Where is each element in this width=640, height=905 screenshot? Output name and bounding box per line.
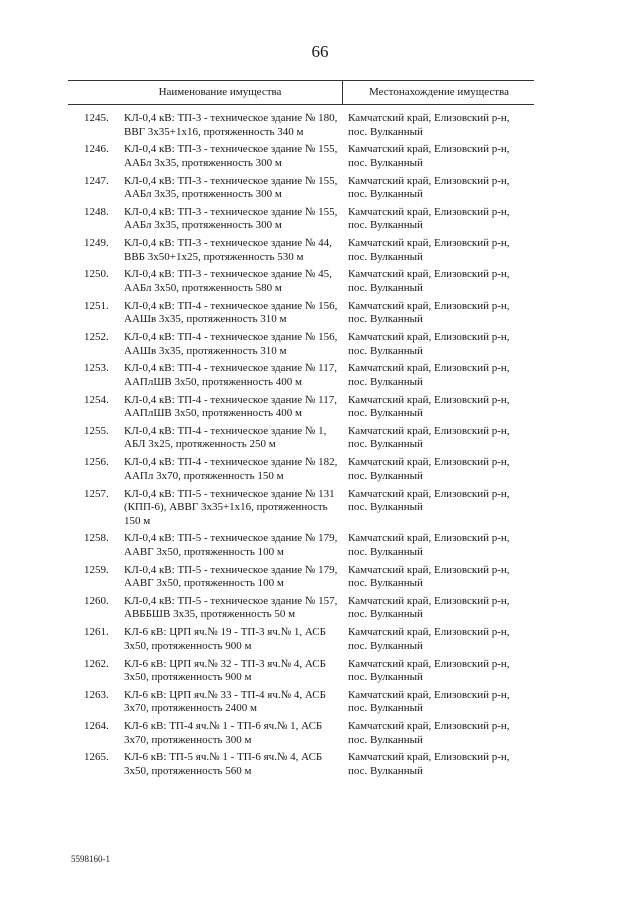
property-location-line: Камчатский край, Елизовский р-н, xyxy=(348,424,510,437)
header-name-column: Наименование имущества xyxy=(158,86,282,98)
property-name xyxy=(124,206,344,233)
row-number: 1263. xyxy=(84,688,109,701)
property-location-line: Камчатский край, Елизовский р-н, xyxy=(348,688,510,701)
property-name xyxy=(124,394,344,421)
row-number: 1253. xyxy=(84,362,109,375)
table-row xyxy=(0,456,640,483)
property-name xyxy=(124,425,344,452)
property-name xyxy=(124,751,344,778)
property-name-line: КЛ-0,4 кВ: ТП-3 - техническое здание № 155, xyxy=(124,174,338,187)
property-location-line: пос. Вулканный xyxy=(348,577,423,590)
property-name-line: КЛ-0,4 кВ: ТП-5 - техническое здание № 131 xyxy=(124,487,335,500)
property-location-line: пос. Вулканный xyxy=(348,250,423,263)
property-location-line: Камчатский край, Елизовский р-н, xyxy=(348,331,510,344)
property-name xyxy=(124,362,344,389)
property-name-line: 3х70, протяженность 2400 м xyxy=(124,702,258,715)
property-location-line: пос. Вулканный xyxy=(348,608,423,621)
property-name-line: ААБл 3х50, протяженность 580 м xyxy=(124,281,282,294)
property-location-line: пос. Вулканный xyxy=(348,639,423,652)
property-location-line: Камчатский край, Елизовский р-н, xyxy=(348,362,510,375)
property-name-line: КЛ-0,4 кВ: ТП-3 - техническое здание № 155, xyxy=(124,205,338,218)
property-location xyxy=(348,143,548,170)
document-code: 5598160-1 xyxy=(71,854,110,864)
table-row xyxy=(0,595,640,622)
table-row xyxy=(0,143,640,170)
property-name xyxy=(124,720,344,747)
property-name-line: КЛ-0,4 кВ: ТП-5 - техническое здание № 179, xyxy=(124,532,338,545)
row-number: 1247. xyxy=(84,174,109,187)
page-number: 66 xyxy=(311,42,329,61)
property-name-line: КЛ-6 кВ: ЦРП яч.№ 32 - ТП-3 яч.№ 4, АСБ xyxy=(124,657,326,670)
property-name-line: АБЛ 3х25, протяженность 250 м xyxy=(124,438,276,451)
property-location-line: пос. Вулканный xyxy=(348,313,423,326)
property-location-line: пос. Вулканный xyxy=(348,733,423,746)
property-location-line: пос. Вулканный xyxy=(348,407,423,420)
property-name-line: 150 м xyxy=(124,514,151,527)
property-name-line: ААБл 3х35, протяженность 300 м xyxy=(124,188,282,201)
property-name-line: КЛ-0,4 кВ: ТП-4 - техническое здание № 1, xyxy=(124,424,327,437)
property-name-line: КЛ-0,4 кВ: ТП-4 - техническое здание № 117, xyxy=(124,362,337,375)
property-name xyxy=(124,626,344,653)
property-location-line: Камчатский край, Елизовский р-н, xyxy=(348,393,510,406)
table-row xyxy=(0,689,640,716)
row-number: 1257. xyxy=(84,487,109,500)
property-location-line: пос. Вулканный xyxy=(348,375,423,388)
property-location-line: Камчатский край, Елизовский р-н, xyxy=(348,205,510,218)
property-location xyxy=(348,425,548,452)
header-bottom-rule xyxy=(68,104,534,105)
property-name-line: КЛ-0,4 кВ: ТП-3 - техническое здание № 45, xyxy=(124,268,332,281)
property-location-line: Камчатский край, Елизовский р-н, xyxy=(348,751,510,764)
property-location-line: Камчатский край, Елизовский р-н, xyxy=(348,112,510,124)
property-list xyxy=(0,112,640,783)
property-location-line: Камчатский край, Елизовский р-н, xyxy=(348,268,510,281)
property-location xyxy=(348,689,548,716)
property-location-line: пос. Вулканный xyxy=(348,702,423,715)
property-location-line: Камчатский край, Елизовский р-н, xyxy=(348,456,510,469)
property-name xyxy=(124,456,344,483)
property-location-line: Камчатский край, Елизовский р-н, xyxy=(348,299,510,312)
row-number: 1251. xyxy=(84,299,109,312)
table-row xyxy=(0,658,640,685)
table-row xyxy=(0,532,640,559)
property-name xyxy=(124,331,344,358)
property-name xyxy=(124,564,344,591)
row-number: 1246. xyxy=(84,143,109,156)
property-name-line: 3х70, протяженность 300 м xyxy=(124,733,252,746)
property-location-line: пос. Вулканный xyxy=(348,156,423,169)
property-location xyxy=(348,175,548,202)
property-location-line: пос. Вулканный xyxy=(348,501,423,514)
property-location-line: пос. Вулканный xyxy=(348,188,423,201)
table-row xyxy=(0,300,640,327)
property-name-line: ААПлШВ 3х50, протяженность 400 м xyxy=(124,375,303,388)
property-name-line: 3х50, протяженность 900 м xyxy=(124,639,252,652)
property-name-line: КЛ-6 кВ: ТП-5 яч.№ 1 - ТП-6 яч.№ 4, АСБ xyxy=(124,751,323,764)
property-name-line: КЛ-6 кВ: ЦРП яч.№ 19 - ТП-3 яч.№ 1, АСБ xyxy=(124,626,326,639)
table-row xyxy=(0,206,640,233)
property-name xyxy=(124,237,344,264)
header-top-rule xyxy=(68,80,534,81)
table-row xyxy=(0,488,640,529)
property-name-line: КЛ-0,4 кВ: ТП-5 - техническое здание № 179, xyxy=(124,563,338,576)
property-name xyxy=(124,300,344,327)
table-row xyxy=(0,564,640,591)
property-name-line: ААПл 3х70, протяженность 150 м xyxy=(124,469,284,482)
property-location xyxy=(348,112,548,139)
table-row xyxy=(0,175,640,202)
property-location-line: Камчатский край, Елизовский р-н, xyxy=(348,237,510,250)
property-name xyxy=(124,175,344,202)
property-location-line: пос. Вулканный xyxy=(348,469,423,482)
row-number: 1245. xyxy=(84,112,109,124)
property-name-line: КЛ-6 кВ: ТП-4 яч.№ 1 - ТП-6 яч.№ 1, АСБ xyxy=(124,720,323,733)
property-location-line: Камчатский край, Елизовский р-н, xyxy=(348,594,510,607)
property-name-line: КЛ-0,4 кВ: ТП-5 - техническое здание № 157, xyxy=(124,594,338,607)
property-name-line: КЛ-0,4 кВ: ТП-3 - техническое здание № 180, xyxy=(124,112,338,124)
table-row xyxy=(0,626,640,653)
property-name xyxy=(124,143,344,170)
row-number: 1262. xyxy=(84,657,109,670)
property-name-line: КЛ-0,4 кВ: ТП-4 - техническое здание № 117, xyxy=(124,393,337,406)
property-name-line: ВВГ 3х35+1х16, протяженность 340 м xyxy=(124,125,304,138)
table-row xyxy=(0,362,640,389)
table-row xyxy=(0,237,640,264)
property-name-line: ААВГ 3х50, протяженность 100 м xyxy=(124,545,284,558)
row-number: 1264. xyxy=(84,720,109,733)
property-location xyxy=(348,658,548,685)
property-name-line: ВВБ 3х50+1х25, протяженность 530 м xyxy=(124,250,304,263)
property-name xyxy=(124,658,344,685)
property-location-line: Камчатский край, Елизовский р-н, xyxy=(348,532,510,545)
property-name-line: ААВГ 3х50, протяженность 100 м xyxy=(124,577,284,590)
row-number: 1259. xyxy=(84,563,109,576)
property-location xyxy=(348,720,548,747)
property-name-line: АВББШВ 3х35, протяженность 50 м xyxy=(124,608,296,621)
property-name-line: КЛ-0,4 кВ: ТП-3 - техническое здание № 44, xyxy=(124,237,332,250)
property-location-line: Камчатский край, Елизовский р-н, xyxy=(348,563,510,576)
property-location xyxy=(348,394,548,421)
row-number: 1258. xyxy=(84,532,109,545)
property-name-line: 3х50, протяженность 560 м xyxy=(124,764,252,777)
property-location xyxy=(348,564,548,591)
property-name-line: (КПП-6), АВВГ 3х35+1х16, протяженность xyxy=(124,501,328,514)
property-location-line: пос. Вулканный xyxy=(348,344,423,357)
table-row xyxy=(0,394,640,421)
property-name xyxy=(124,268,344,295)
property-name xyxy=(124,532,344,559)
row-number: 1248. xyxy=(84,205,109,218)
table-row xyxy=(0,331,640,358)
property-location-line: пос. Вулканный xyxy=(348,281,423,294)
property-name-line: ААБл 3х35, протяженность 300 м xyxy=(124,219,282,232)
row-number: 1265. xyxy=(84,751,109,764)
property-name-line: КЛ-0,4 кВ: ТП-4 - техническое здание № 156, xyxy=(124,331,338,344)
property-name-line: ААШв 3х35, протяженность 310 м xyxy=(124,344,287,357)
property-name-line: 3х50, протяженность 900 м xyxy=(124,671,252,684)
table-row xyxy=(0,751,640,778)
property-name-line: КЛ-0,4 кВ: ТП-3 - техническое здание № 155, xyxy=(124,143,338,156)
property-name xyxy=(124,112,344,139)
property-location xyxy=(348,532,548,559)
property-location xyxy=(348,626,548,653)
property-location xyxy=(348,300,548,327)
row-number: 1260. xyxy=(84,594,109,607)
property-name-line: КЛ-6 кВ: ЦРП яч.№ 33 - ТП-4 яч.№ 4, АСБ xyxy=(124,688,326,701)
property-location-line: Камчатский край, Елизовский р-н, xyxy=(348,626,510,639)
property-location-line: пос. Вулканный xyxy=(348,764,423,777)
property-location-line: Камчатский край, Елизовский р-н, xyxy=(348,174,510,187)
row-number: 1252. xyxy=(84,331,109,344)
property-name-line: ААШв 3х35, протяженность 310 м xyxy=(124,313,287,326)
property-location xyxy=(348,595,548,622)
row-number: 1249. xyxy=(84,237,109,250)
property-location xyxy=(348,237,548,264)
property-location-line: пос. Вулканный xyxy=(348,671,423,684)
table-row xyxy=(0,425,640,452)
property-location-line: пос. Вулканный xyxy=(348,545,423,558)
property-location xyxy=(348,456,548,483)
property-location xyxy=(348,488,548,515)
row-number: 1255. xyxy=(84,424,109,437)
property-location-line: Камчатский край, Елизовский р-н, xyxy=(348,487,510,500)
row-number: 1250. xyxy=(84,268,109,281)
property-location-line: Камчатский край, Елизовский р-н, xyxy=(348,143,510,156)
table-row xyxy=(0,720,640,747)
table-row xyxy=(0,112,640,139)
table-row xyxy=(0,268,640,295)
property-location-line: Камчатский край, Елизовский р-н, xyxy=(348,720,510,733)
property-location-line: пос. Вулканный xyxy=(348,125,423,138)
header-location-column: Местонахождение имущества xyxy=(369,86,509,98)
property-name xyxy=(124,488,344,529)
property-name-line: ААПлШВ 3х50, протяженность 400 м xyxy=(124,407,303,420)
property-name-line: КЛ-0,4 кВ: ТП-4 - техническое здание № 156, xyxy=(124,299,338,312)
row-number: 1261. xyxy=(84,626,109,639)
property-name xyxy=(124,689,344,716)
property-location-line: Камчатский край, Елизовский р-н, xyxy=(348,657,510,670)
property-location xyxy=(348,331,548,358)
row-number: 1256. xyxy=(84,456,109,469)
property-location xyxy=(348,362,548,389)
property-location xyxy=(348,268,548,295)
property-location xyxy=(348,206,548,233)
header-column-divider xyxy=(342,80,343,104)
property-name-line: ААБл 3х35, протяженность 300 м xyxy=(124,156,282,169)
property-name xyxy=(124,595,344,622)
property-name-line: КЛ-0,4 кВ: ТП-4 - техническое здание № 182, xyxy=(124,456,338,469)
property-location-line: пос. Вулканный xyxy=(348,438,423,451)
property-location xyxy=(348,751,548,778)
property-location-line: пос. Вулканный xyxy=(348,219,423,232)
row-number: 1254. xyxy=(84,393,109,406)
